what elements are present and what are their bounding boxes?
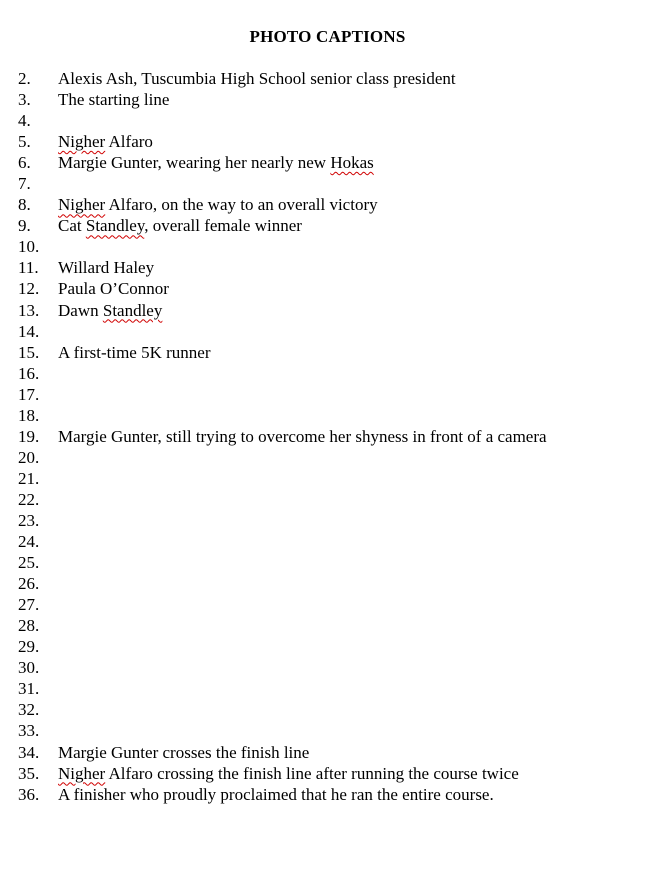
caption-row [0,300,652,321]
caption-text-segment: Paula O’Connor [58,279,169,299]
caption-text [58,194,378,215]
spellcheck-flagged-word: Nigher [58,763,106,783]
spellcheck-flagged-word: Nigher [58,195,106,215]
caption-text-segment: Margie Gunter, still trying to overcome her shyness in front of a camera [58,426,547,446]
caption-number: 27. [18,595,40,615]
caption-text [58,131,153,152]
spellcheck-flagged-word: Hokas [330,153,374,173]
caption-number: 29. [18,637,40,657]
caption-number: 24. [18,532,40,552]
caption-text [58,426,547,447]
caption-row [0,447,652,468]
caption-row [0,194,652,215]
caption-text [58,784,494,805]
caption-row [0,678,652,699]
caption-row [0,405,652,426]
caption-row [0,784,652,805]
caption-row [0,489,652,510]
spellcheck-flagged-word: Standley [85,216,145,236]
document-title: PHOTO CAPTIONS [249,27,406,46]
caption-text [58,300,162,321]
caption-row [0,321,652,342]
caption-number: 21. [18,468,40,488]
caption-text [58,763,519,784]
caption-number: 23. [18,510,40,530]
caption-text-segment: Margie Gunter crosses the finish line [58,742,310,762]
caption-row [0,531,652,552]
caption-number: 16. [18,363,40,383]
caption-number: 20. [18,447,40,467]
caption-row [0,615,652,636]
caption-row [0,215,652,236]
caption-row [0,342,652,363]
caption-row [0,131,652,152]
caption-number: 19. [18,426,40,446]
caption-number: 33. [18,721,40,741]
caption-row [0,468,652,489]
caption-number: 8. [18,195,31,215]
caption-number: 31. [18,679,40,699]
caption-text-segment: Margie Gunter, wearing her nearly new [58,153,331,173]
caption-number: 2. [18,69,31,88]
caption-row [0,699,652,720]
caption-number: 36. [18,784,40,804]
caption-number: 5. [18,132,31,152]
caption-number: 26. [18,574,40,594]
caption-number: 32. [18,700,40,720]
caption-row [0,278,652,299]
caption-text-segment: Alexis Ash, Tuscumbia High School senior class president [58,69,456,88]
caption-text-segment: The starting line [58,90,170,110]
caption-text-segment: Alfaro, on the way to an overall victory [105,195,378,215]
spellcheck-flagged-word: Nigher [58,132,106,152]
caption-number: 35. [18,763,40,783]
caption-text-segment: Alfaro [105,132,153,152]
caption-number: 14. [18,321,40,341]
caption-number: 22. [18,489,40,509]
caption-text-segment: A first-time 5K runner [58,342,211,362]
caption-row [0,510,652,531]
spellcheck-flagged-word: Standley [102,300,163,320]
caption-number: 11. [18,258,39,278]
caption-row [0,426,652,447]
caption-text-segment: Dawn [58,300,103,320]
caption-row [0,636,652,657]
caption-text-segment: , overall female winner [144,216,302,236]
caption-number: 4. [18,111,31,131]
caption-row [0,257,652,278]
caption-number: 15. [18,342,40,362]
caption-text [58,257,154,278]
caption-row [0,720,652,741]
caption-text [58,742,309,763]
caption-text-segment: Alfaro crossing the finish line after running the course twice [105,763,519,783]
caption-row [0,384,652,405]
caption-number: 3. [18,90,31,110]
caption-number: 17. [18,384,40,404]
caption-row [0,552,652,573]
caption-number: 34. [18,742,40,762]
caption-text-segment: A finisher who proudly proclaimed that he ran the entire course. [58,784,494,804]
caption-number: 28. [18,616,40,636]
caption-number: 25. [18,553,40,573]
caption-text [58,215,302,236]
caption-list [0,68,652,805]
caption-row [0,173,652,194]
caption-row [0,573,652,594]
caption-row [0,110,652,131]
caption-number: 6. [18,153,31,173]
caption-number: 7. [18,174,31,194]
caption-number: 13. [18,300,40,320]
caption-number: 10. [18,237,40,257]
caption-row [0,68,652,89]
caption-number: 12. [18,279,40,299]
caption-number: 30. [18,658,40,678]
caption-row [0,152,652,173]
caption-row [0,236,652,257]
caption-text [58,278,169,299]
caption-row [0,363,652,384]
caption-text [58,152,374,173]
caption-row [0,89,652,110]
caption-number: 9. [18,216,31,236]
caption-row [0,657,652,678]
caption-row [0,763,652,784]
caption-text-segment: Cat [58,216,86,236]
caption-text [58,342,211,363]
caption-row [0,742,652,763]
caption-text [58,89,169,110]
caption-row [0,594,652,615]
caption-text [58,68,456,89]
caption-number: 18. [18,405,40,425]
caption-text-segment: Willard Haley [58,258,155,278]
